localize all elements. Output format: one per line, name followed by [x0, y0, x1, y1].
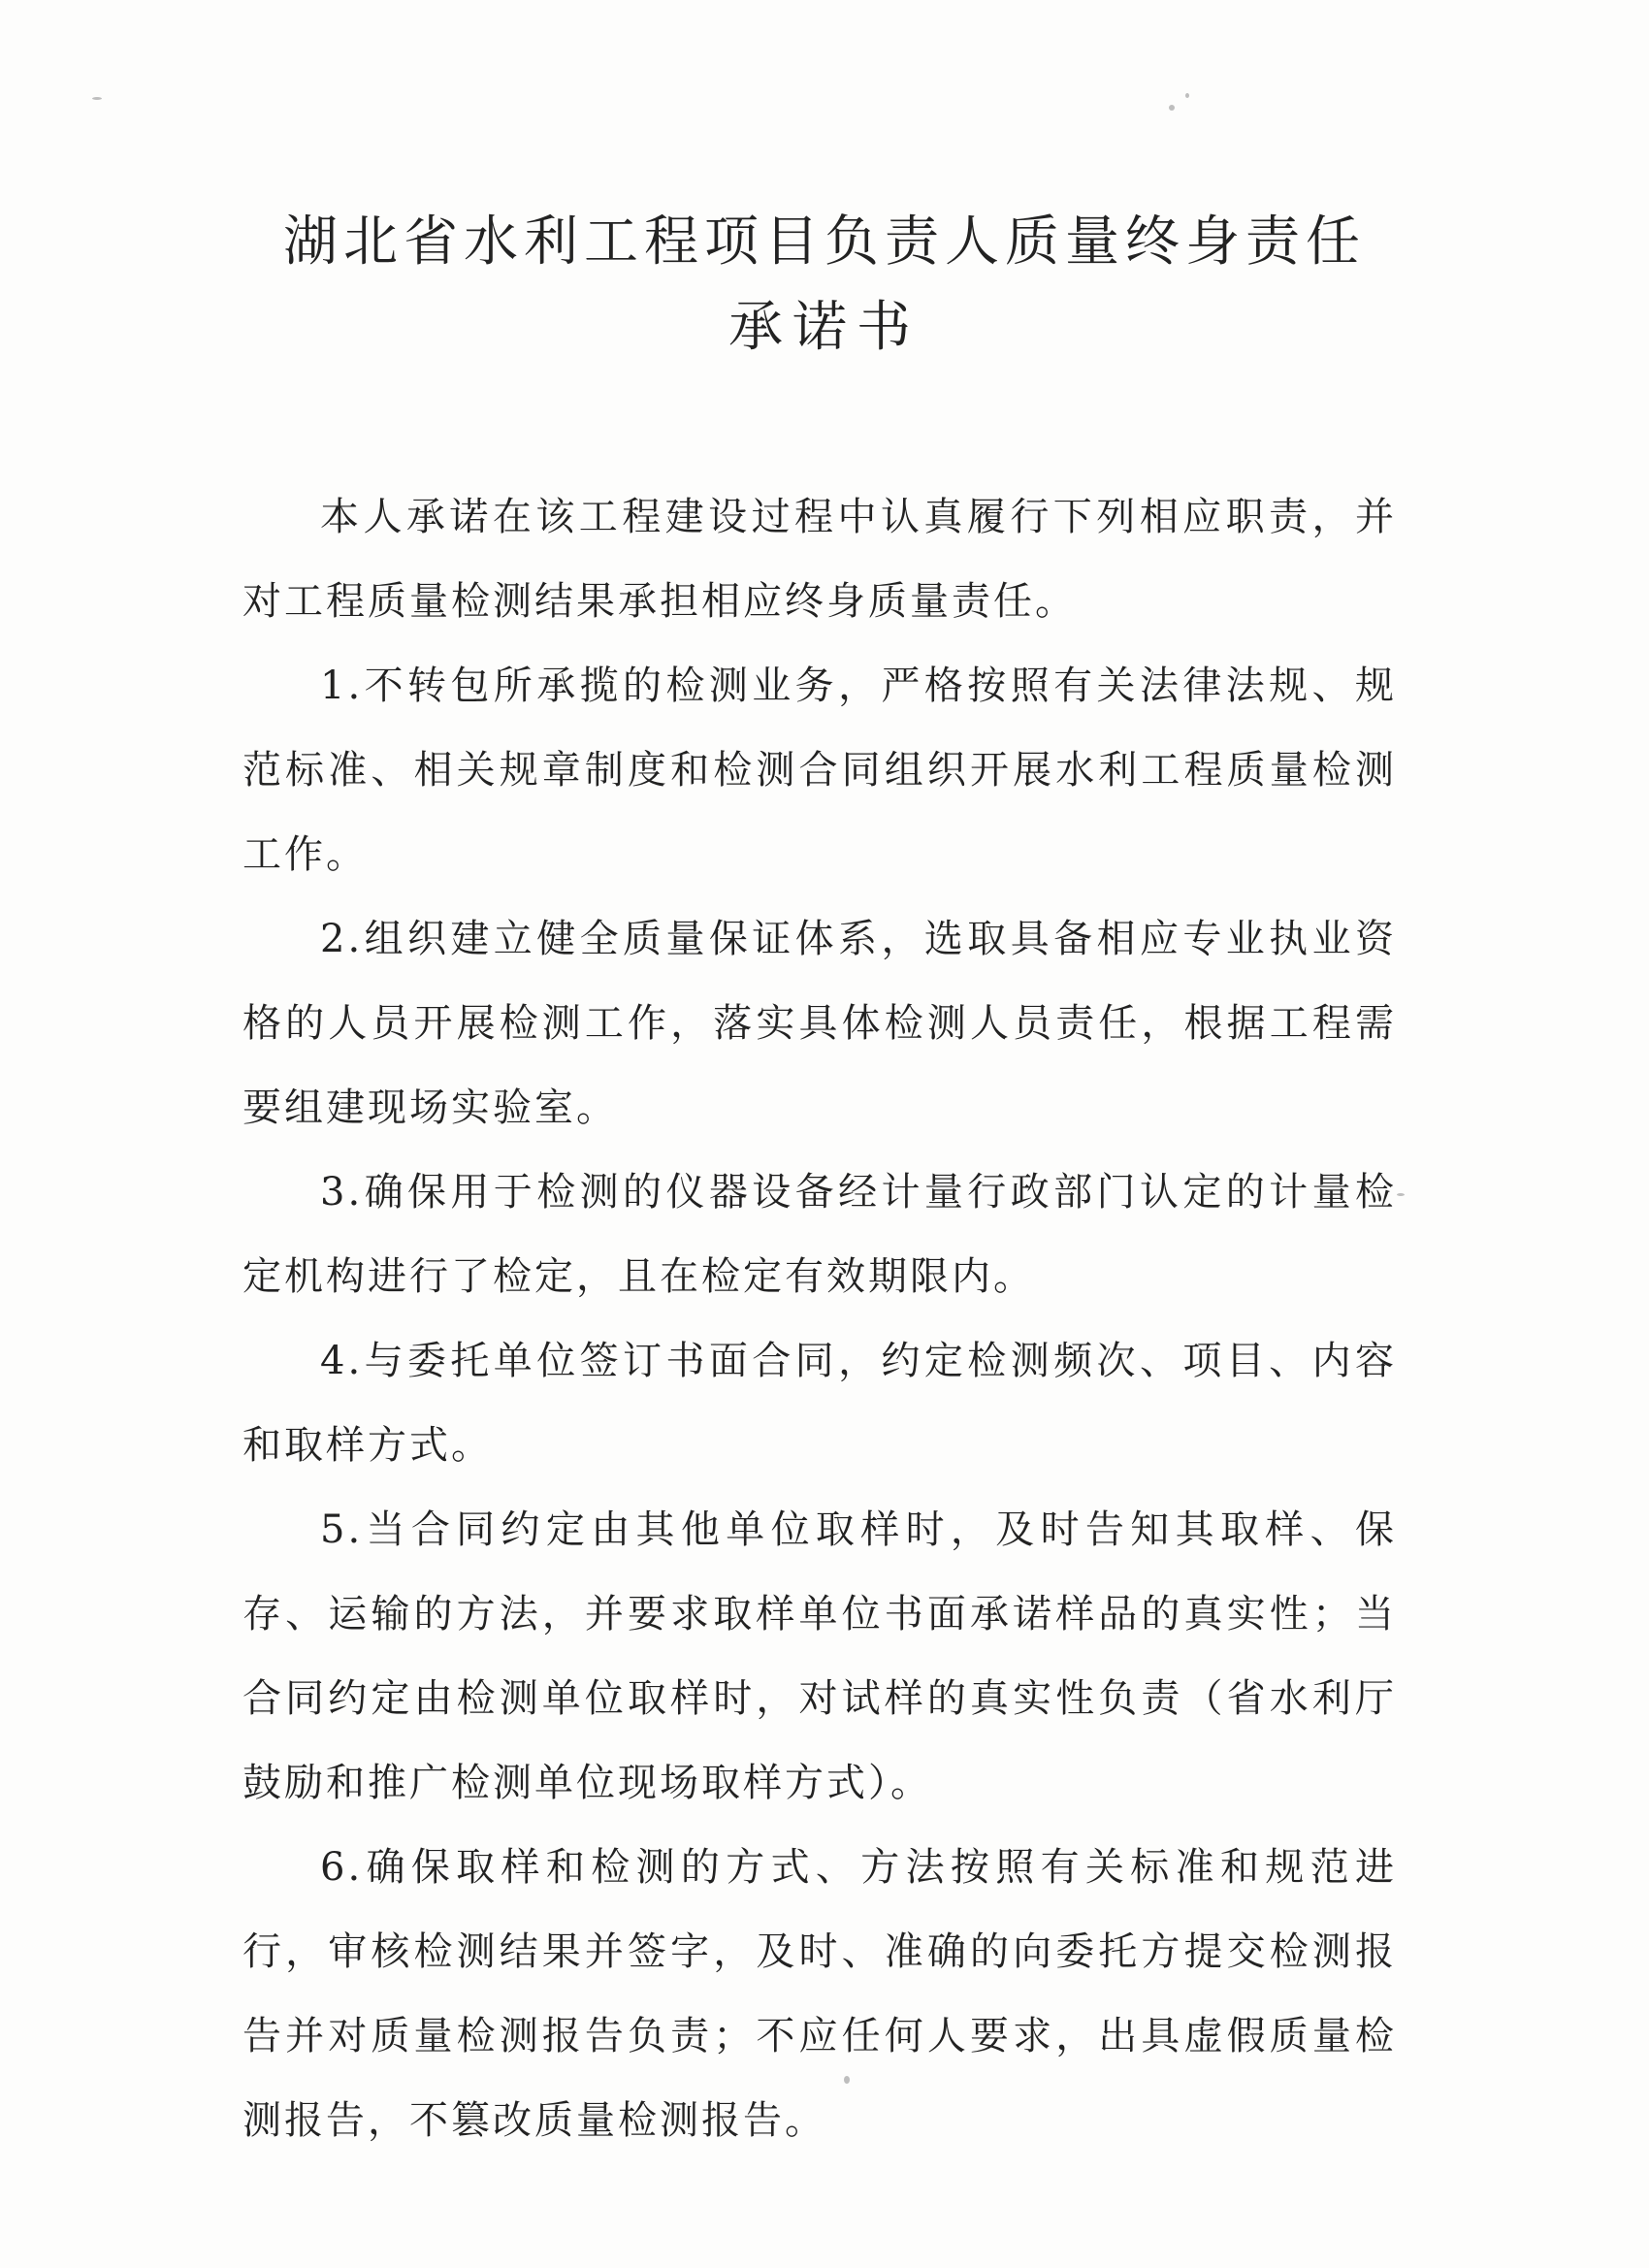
- scan-speck: [1185, 93, 1189, 98]
- scan-speck: [1397, 1193, 1405, 1196]
- scan-speck: [1169, 105, 1175, 111]
- commitment-item-4: 4.与委托单位签订书面合同，约定检测频次、项目、内容和取样方式。: [242, 1339, 1397, 1468]
- document-subtitle: 承诺书: [728, 296, 921, 359]
- document-title: 湖北省水利工程项目负责人质量终身责任: [283, 211, 1366, 274]
- commitment-item-2: 2.组织建立健全质量保证体系，选取具备相应专业执业资格的人员开展检测工作，落实具体检测人员责任，根据工程需要组建现场实验室。: [242, 917, 1397, 1130]
- document-body: [242, 475, 1397, 2163]
- commitment-item-3: 3.确保用于检测的仪器设备经计量行政部门认定的计量检定机构进行了检定，且在检定有效期限内。: [242, 1170, 1397, 1299]
- scan-speck: [92, 97, 102, 100]
- intro-paragraph: 本人承诺在该工程建设过程中认真履行下列相应职责，并对工程质量检测结果承担相应终身质量责任。: [242, 495, 1397, 624]
- commitment-item-6: 6.确保取样和检测的方式、方法按照有关标准和规范进行，审核检测结果并签字，及时、准确的向委托方提交检测报告并对质量检测报告负责；不应任何人要求，出具虚假质量检测报告，不篡改质量检测报告。: [242, 1845, 1397, 2143]
- commitment-item-1: 1.不转包所承揽的检测业务，严格按照有关法律法规、规范标准、相关规章制度和检测合同组织开展水利工程质量检测工作。: [242, 664, 1397, 877]
- commitment-item-5: 5.当合同约定由其他单位取样时，及时告知其取样、保存、运输的方法，并要求取样单位书面承诺样品的真实性；当合同约定由检测单位取样时，对试样的真实性负责（省水利厅鼓励和推广检测单位现场取样方式）。: [242, 1507, 1397, 1805]
